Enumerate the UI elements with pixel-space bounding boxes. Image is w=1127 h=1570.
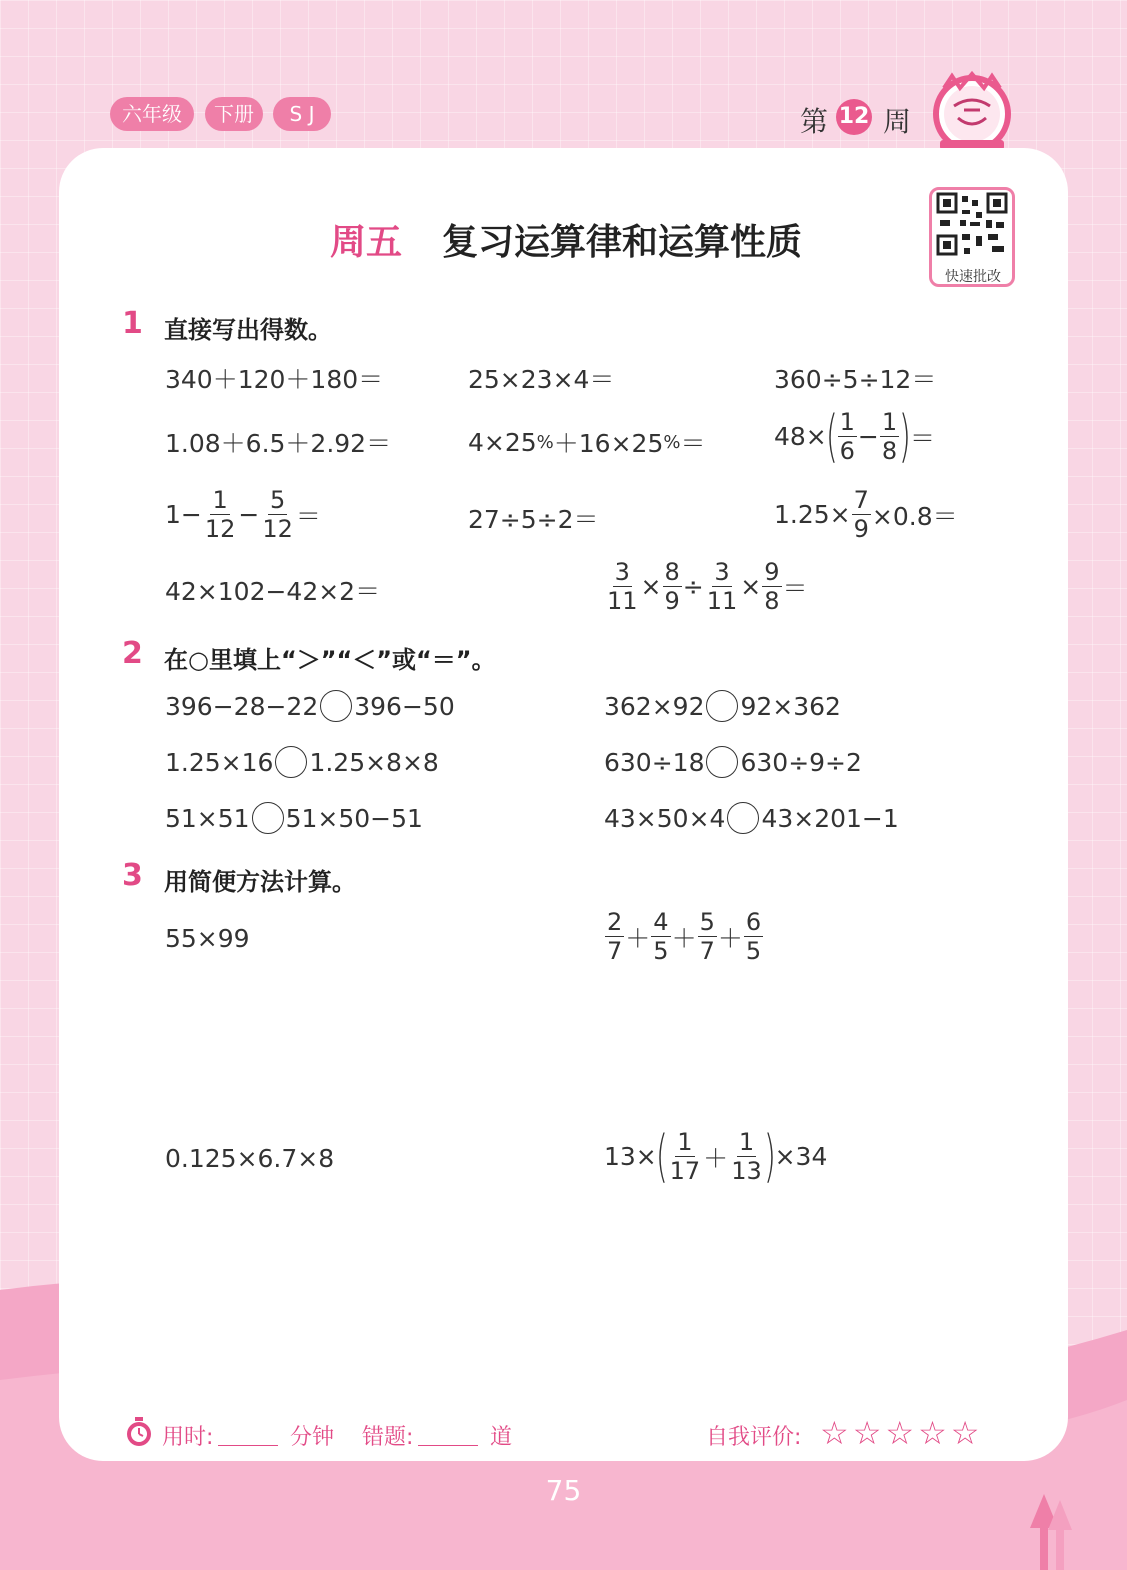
q1-expr-7 (165, 486, 321, 543)
fraction (705, 558, 740, 615)
expr-part: ×0.8＝ (871, 501, 958, 531)
expr-part: ＝ (910, 423, 936, 453)
q2-row-1-right (604, 690, 841, 722)
operator: ÷ (682, 572, 704, 601)
fraction (605, 558, 640, 615)
q1-expr-3: 360÷5÷12＝ (774, 365, 937, 394)
denominator: 9 (664, 587, 680, 615)
numerator: 6 (745, 908, 762, 936)
left-expr: 1.25×16 (165, 747, 274, 777)
left-expr: 362×92 (604, 691, 705, 721)
operator: − (857, 422, 879, 451)
expr-part: 13× (604, 1142, 657, 1171)
percent-sign: % (663, 431, 681, 453)
left-paren: ( (655, 1123, 668, 1189)
question-1-number: 1 (122, 306, 143, 341)
compare-circle[interactable] (706, 746, 738, 778)
denominator: 12 (204, 515, 236, 543)
right-expr: 92×362 (740, 691, 841, 721)
numerator: 3 (614, 558, 630, 586)
percent-sign: % (536, 431, 554, 453)
expr-part: ＝ (680, 429, 706, 458)
question-3-number: 3 (122, 858, 143, 893)
time-label: 用时: (162, 1425, 214, 1450)
denominator: 7 (699, 937, 715, 965)
operator: − (238, 500, 260, 529)
q1-expr-5 (468, 424, 705, 460)
right-paren: ) (899, 403, 912, 469)
left-paren: ( (825, 403, 838, 469)
denominator: 8 (881, 437, 898, 465)
left-expr: 396−28−22 (165, 691, 319, 721)
denominator: 12 (262, 515, 293, 543)
denominator: 17 (669, 1157, 701, 1185)
edition-chip: S J (273, 97, 331, 131)
operator: ＋ (671, 923, 697, 953)
week-suffix: 周 (883, 105, 912, 138)
q3-expr-3: 0.125×6.7×8 (165, 1144, 335, 1173)
expr-part: 4×25 (468, 427, 537, 457)
left-expr: 51×51 (165, 803, 250, 833)
compare-circle[interactable] (275, 746, 307, 778)
time-blank[interactable] (218, 1444, 278, 1446)
q3-expr-4 (604, 1123, 828, 1189)
numerator: 8 (664, 558, 680, 586)
compare-circle[interactable] (320, 690, 352, 722)
q3-expr-2 (604, 908, 764, 965)
left-expr: 630÷18 (604, 747, 705, 777)
question-2-text: 在○里填上“＞”“＜”或“＝”。 (164, 646, 496, 674)
denominator: 7 (607, 937, 623, 965)
denominator: 5 (653, 937, 669, 965)
q1-expr-2: 25×23×4＝ (468, 365, 615, 394)
right-paren: ) (763, 1123, 776, 1189)
self-eval-label: 自我评价: (706, 1425, 802, 1450)
right-expr: 51×50−51 (285, 803, 423, 833)
q1-expr-10: 42×102−42×2＝ (165, 577, 381, 606)
expr-part: ＝ (782, 573, 808, 603)
volume-chip: 下册 (205, 97, 263, 131)
q2-row-3-right (604, 802, 899, 834)
grade-chip: 六年级 (110, 97, 194, 131)
operator: ＋ (625, 923, 651, 953)
qr-code-icon (932, 190, 1012, 262)
fraction (880, 408, 899, 465)
numerator: 1 (677, 1128, 693, 1156)
operator: ＋ (703, 1143, 729, 1173)
numerator: 1 (738, 1128, 755, 1156)
operator: ＋ (717, 923, 743, 953)
numerator: 1 (212, 486, 228, 514)
expr-part: 1− (165, 500, 202, 529)
fraction (663, 558, 682, 615)
expr-part: ＝ (295, 501, 321, 531)
numerator: 5 (269, 486, 286, 514)
page-title: 复习运算律和运算性质 (442, 222, 803, 263)
fraction (698, 908, 717, 965)
fraction (744, 908, 763, 965)
errors-blank[interactable] (418, 1444, 478, 1446)
numerator: 1 (881, 408, 898, 436)
numerator: 7 (853, 486, 869, 514)
denominator: 5 (745, 937, 762, 965)
q2-row-2-left (165, 746, 439, 778)
expr-part: 48× (774, 422, 827, 451)
question-1-text: 直接写出得数。 (164, 316, 332, 344)
title-day: 周五 (330, 222, 403, 263)
compare-circle[interactable] (706, 690, 738, 722)
fraction (852, 486, 871, 543)
q1-expr-9 (774, 486, 958, 543)
errors-label: 错题: (362, 1425, 414, 1450)
rating-stars[interactable]: ☆☆☆☆☆ (820, 1414, 984, 1452)
q2-row-2-right (604, 746, 862, 778)
brand-logo-icon (930, 70, 1014, 154)
fraction (729, 1128, 764, 1185)
q1-expr-11 (604, 558, 808, 615)
numerator: 1 (839, 408, 855, 436)
denominator: 11 (706, 587, 738, 615)
left-expr: 43×50×4 (604, 803, 726, 833)
q1-expr-8: 27÷5÷2＝ (468, 505, 599, 534)
numerator: 3 (714, 558, 730, 586)
q2-row-1-left (165, 690, 455, 722)
fraction (651, 908, 670, 965)
compare-circle[interactable] (252, 802, 284, 834)
q1-expr-6 (774, 403, 936, 469)
fraction (668, 1128, 703, 1185)
q1-expr-1: 340＋120＋180＝ (165, 365, 384, 394)
q1-expr-4: 1.08＋6.5＋2.92＝ (165, 429, 392, 458)
q2-row-3-left (165, 802, 423, 834)
right-expr: 1.25×8×8 (309, 747, 439, 777)
denominator: 9 (853, 515, 869, 543)
expr-part: ×34 (774, 1142, 828, 1171)
numerator: 5 (699, 908, 715, 936)
minutes-label: 分钟 (290, 1425, 335, 1450)
fraction (762, 558, 781, 615)
page-number: 75 (545, 1474, 582, 1507)
right-expr: 630÷9÷2 (740, 747, 862, 777)
numerator: 2 (607, 908, 623, 936)
denominator: 13 (731, 1157, 762, 1185)
errors-unit: 道 (490, 1425, 513, 1450)
question-3-text: 用简便方法计算。 (164, 868, 356, 896)
fraction (838, 408, 857, 465)
week-prefix: 第 (800, 105, 829, 138)
week-number: 12 (836, 99, 872, 135)
operator: × (740, 572, 762, 601)
denominator: 6 (839, 437, 855, 465)
operator: × (640, 572, 662, 601)
qr-label: 快速批改 (945, 269, 1001, 285)
numerator: 9 (764, 558, 780, 586)
stopwatch-icon (124, 1416, 154, 1448)
fraction (260, 486, 295, 543)
right-expr: 43×201−1 (761, 803, 899, 833)
fraction (605, 908, 624, 965)
denominator: 11 (607, 587, 638, 615)
numerator: 4 (653, 908, 669, 936)
compare-circle[interactable] (727, 802, 759, 834)
right-expr: 396−50 (354, 691, 455, 721)
denominator: 8 (764, 587, 780, 615)
q3-expr-1: 55×99 (165, 924, 250, 953)
question-2-number: 2 (122, 636, 143, 671)
expr-part: 1.25× (774, 500, 851, 529)
expr-part: ＋16×25 (553, 429, 664, 458)
fraction (203, 486, 238, 543)
